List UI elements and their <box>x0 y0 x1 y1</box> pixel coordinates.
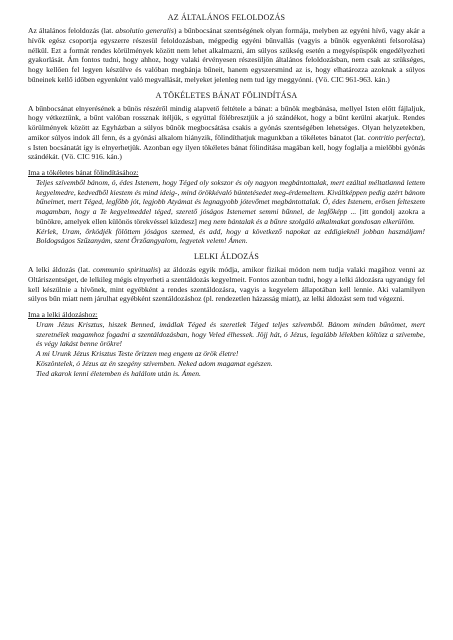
latin-term: contritio perfecta <box>367 132 421 142</box>
prayer-communion-line: Köszöntelek, ó Jézus az én szegény szívemben. Neked adom magamat egészen. <box>36 358 273 368</box>
prayer-communion-line: Uram Jézus Krisztus, hiszek Benned, imádlak Téged és szeretlek Téged teljes szívemből. Bánom minden bűnömet, mert szeretnélek magamhoz fogadni a szentáldozásban, hogy Veled élhessek. Jöjj hát, ó Jézus, legalább lélekben költözz a szívembe, és végy lakást benne örökre! <box>36 319 425 349</box>
text-run: Az általános feloldozás (lat. <box>28 26 116 35</box>
text-run: A lelki áldozás (lat. <box>28 265 93 274</box>
heading-perfect-contrition: A TÖKÉLETES BÁNAT FÖLINDÍTÁSA <box>155 90 298 100</box>
prayer-title-contrition: Ima a tökéletes bánat fölindításához: <box>28 168 139 177</box>
heading-spiritual-communion: LELKI ÁLDOZÁS <box>193 252 260 261</box>
latin-term: absolutio generalis <box>115 26 174 35</box>
prayer-contrition-body <box>36 178 425 227</box>
paragraph-general-absolution <box>28 26 425 85</box>
prayer-communion-line: A mi Urunk Jézus Krisztus Teste őrizzen meg engem az örök életre! <box>36 349 239 358</box>
text-run: ) az áldozás egyik módja, amikor fizikai módon nem tudja valaki magához venni az Oltáriszentséget, de lelkileg mégis elnyerheti a szentáldozás kegyelmeit. Fontos azonban tudni, hogy a lelki áldozásra ugyanúgy fel kell készülnie a hívőnek, mint egyébként a rendes szentáldozásra, vagyis a kegyelem állapotában kell lennie. Aki valamilyen súlyos bűn miatt nem járulhat egyébként szentáldozáshoz (pl. rendezetlen házasság miatt), az lelki áldozást sem tud végezni. <box>28 265 425 304</box>
text-run: Teljes szívemből bánom, ó, édes Istenem, hogy Téged oly sokszor és oly nagyon megbántottalak, mert ezáltal méltatlanná lettem kegyelmedre, kedvedből kiestem és mind ideig-, mind örökkévaló büntetésedet meg-érdemeltem. Kiváltképpen pedig azért bánom bűneimet, mert Téged, legfőbb jót, legjobb Atyámat és legnagyobb jótevőmet megbántottalak. Ó, édes Istenem, erősen felteszem magamban, hogy a Te kegyelmeddel téged, szerető jóságos Istenemet semmi bűnnel, de legfőképp ... <box>36 177 425 216</box>
heading-general-absolution: AZ ÁLTALÁNOS FELOLDOZÁS <box>167 13 286 22</box>
prayer-contrition <box>28 178 425 246</box>
latin-term: communio spiritualis <box>92 265 158 274</box>
text-run: meg nem bántalak és a bűnre szolgáló alkalmakat gondosan elkerülöm. <box>196 216 415 226</box>
paragraph-perfect-contrition <box>28 104 425 163</box>
paragraph-spiritual-communion <box>28 265 425 304</box>
text-run: A bűnbocsánat elnyerésének a bűnös részéről mindig alapvető feltétele a bánat: a bűnök megbánása, mellyel Isten előtt fájlaljuk, hogy vétkeztünk, a bűnt valóban rossznak ítéljük, s egyúttal fölébresztjük a jó szándékot, hogy a bűnt kerülni akarjuk. Rendes körülmények között az Egyházban a súlyos bűnök megbocsátása csakis a gyónás szentségében lehetséges. Olyan helyzetekben, amikor súlyos indok áll fenn, és a gyónási alkalom hiányzik, fölindíthatjuk magunkban a tökéletes bánatot (lat. <box>28 103 425 142</box>
instruction-note: [itt gondolj azokra a bűnökre, amelyek ellen különös törekvéssel küzdesz] <box>36 207 426 226</box>
text-run: ), s Isten bocsánatát így is elnyerhetjük. Azonban egy ilyen tökéletes bánat fölindítása magában kell, hogy foglalja a mielőbbi gyónás szándékát. (Vö. CIC 916. kán.) <box>28 132 425 162</box>
prayer-communion <box>28 320 425 379</box>
prayer-contrition-closing: Kérlek, Uram, őrködjék fölöttem jóságos szemed, és add, hogy a következő napokat az eddigieknél jobban használjam! Boldogságos Szűzanyám, szent Őrzőangyalom, legyetek velem! Ámen. <box>36 226 425 246</box>
prayer-title-communion: Ima a lelki áldozáshoz: <box>28 310 98 319</box>
prayer-communion-line: Tied akarok lenni életemben és halálom után is. Ámen. <box>36 368 201 378</box>
text-run: ) a bűnbocsánat szentségének olyan formája, melyben az egyéni hívő, vagy akár a hívők egész csoportja egyszerre részesül feloldozásban, mégpedig egyéni bűnvallás (vagyis a bűnök egyenkénti felsorolása) nélkül. Ezt a formát rendes körülmények között nem lehet alkalmazni, ám súlyos szükség esetén a megyéspüspök engedélyezheti gyakorlását. Ám fontos tudni, hogy ahhoz, hogy valaki érvényesen részesüljön általános feloldozásban, nem csak az szükséges, hogy kellően fel legyen készülve és valóban megbánja bűneit, hanem egyszersmind az is, hogy elhatározza azoknak a súlyos bűneinek kellő időben egyenként való megvallását, melyeket jelenleg nem tud így meggyónni. (Vö. CIC 961-963. kán.) <box>28 26 425 84</box>
